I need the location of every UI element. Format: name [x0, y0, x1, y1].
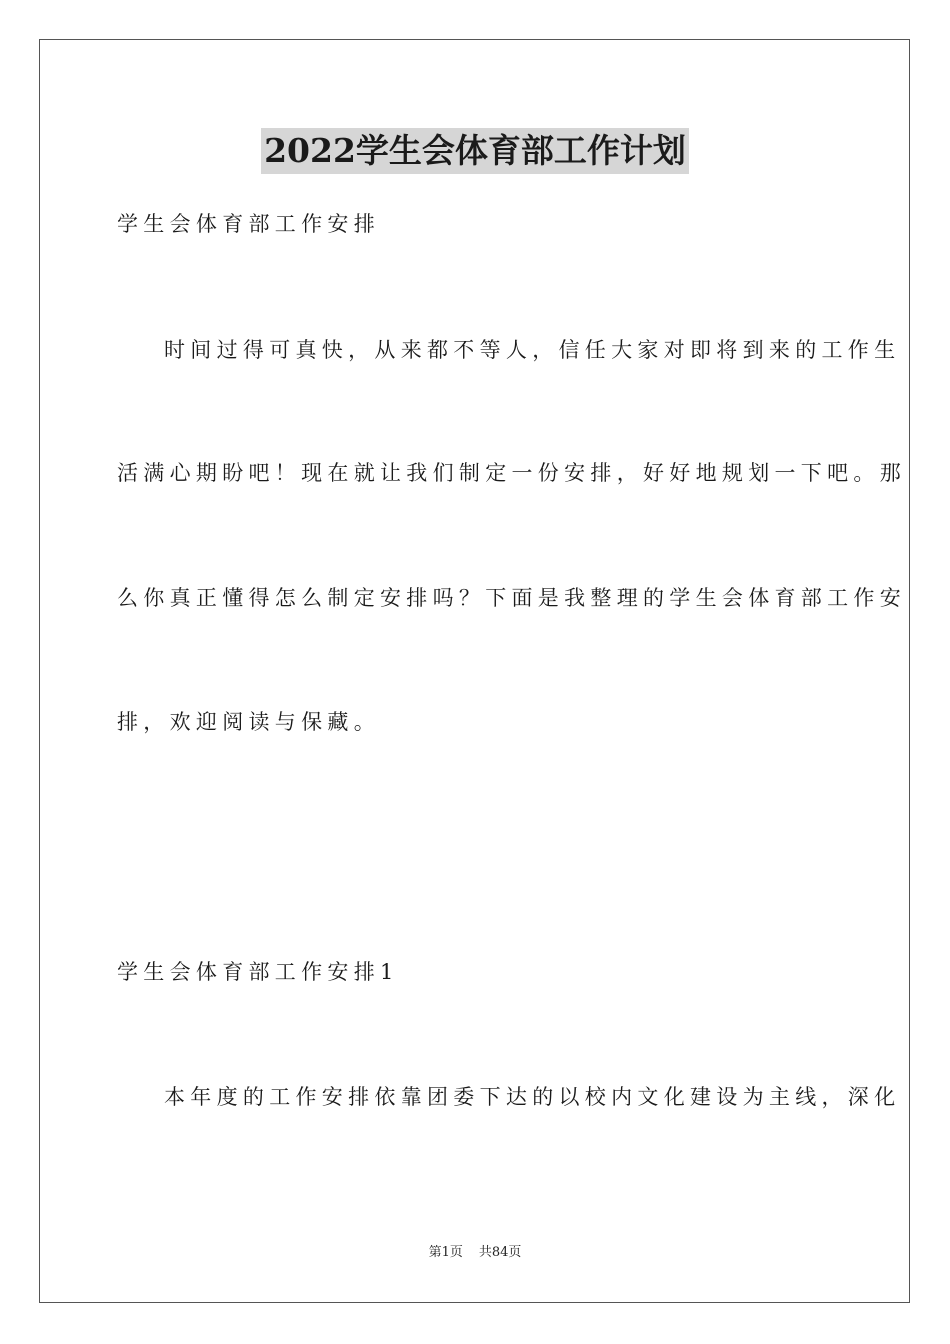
paragraph-line: 时间过得可真快，从来都不等人，信任大家对即将到来的工作生: [164, 338, 901, 362]
section-heading: 学生会体育部工作安排1: [117, 960, 399, 984]
document-title: [0, 128, 950, 174]
paragraph-line: 么你真正懂得怎么制定安排吗？下面是我整理的学生会体育部工作安: [117, 586, 906, 610]
section-heading: 学生会体育部工作安排: [117, 212, 380, 236]
page-number-current: 第1页: [428, 1245, 463, 1260]
paragraph-line: 排，欢迎阅读与保藏。: [117, 710, 380, 734]
page-footer: [0, 1244, 950, 1262]
document-title-text: 2022学生会体育部工作计划: [261, 128, 689, 174]
page-number-total: 共84页: [478, 1245, 522, 1260]
paragraph-line: 本年度的工作安排依靠团委下达的以校内文化建设为主线，深化: [164, 1085, 901, 1109]
paragraph-line: 活满心期盼吧！现在就让我们制定一份安排，好好地规划一下吧。那: [117, 461, 906, 485]
